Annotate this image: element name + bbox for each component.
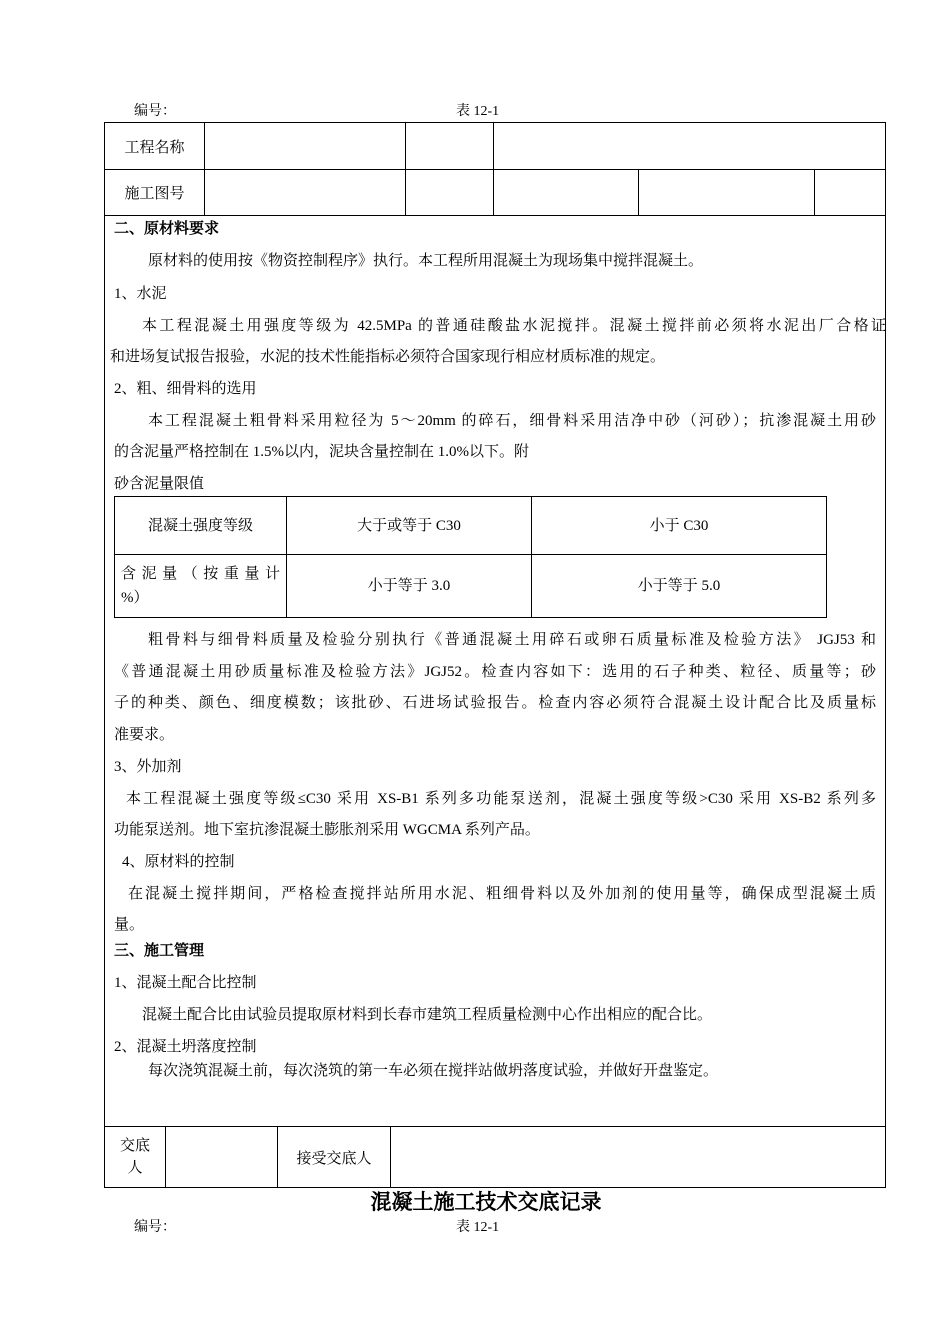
drawing-no-cell-3 xyxy=(494,170,639,216)
mud-table-value-lt-c30: 小于等于 5.0 xyxy=(532,555,827,618)
aggregate-text-2: 的含泥量严格控制在 1.5%以内，泥块含量控制在 1.0%以下。附 xyxy=(114,444,529,460)
project-name-cell-3 xyxy=(494,123,886,170)
quality-text-2: 《普通混凝土用砂质量标准及检验方法》JGJ52。检查内容如下：选用的石子种类、粒径、质量等；砂 xyxy=(114,664,876,680)
project-name-row xyxy=(105,123,886,170)
aggregate-text-1: 本工程混凝土粗骨料采用粒径为 5～20mm 的碎石，细骨料采用洁净中砂（河砂）；抗渗混凝土用砂 xyxy=(148,413,876,429)
drawing-no-cell-4 xyxy=(639,170,815,216)
section-3-heading: 三、施工管理 xyxy=(114,943,205,959)
receiver-label: 接受交底人 xyxy=(278,1127,391,1188)
disclosure-content xyxy=(105,216,886,1127)
drawing-no-value xyxy=(205,170,406,216)
mud-table-caption: 砂含泥量限值 xyxy=(114,476,205,492)
admixture-heading: 3、外加剂 xyxy=(114,759,182,775)
control-heading: 4、原材料的控制 xyxy=(122,854,235,870)
project-name-value xyxy=(205,123,406,170)
quality-text-1: 粗骨料与细骨料质量及检验分别执行《普通混凝土用碎石或卵石质量标准及检验方法》 JGJ53 和 xyxy=(148,632,876,648)
admixture-text-2: 功能泵送剂。地下室抗渗混凝土膨胀剂采用 WGCMA 系列产品。 xyxy=(114,822,540,838)
discloser-label xyxy=(105,1127,166,1188)
admixture-text-1: 本工程混凝土强度等级≤C30 采用 XS-B1 系列多功能泵送剂，混凝土强度等级>C30 采用 XS-B2 系列多 xyxy=(126,791,876,807)
discloser-label-line-2: 人 xyxy=(127,1160,143,1176)
slump-text: 每次浇筑混凝土前，每次浇筑的第一车必须在搅拌站做坍落度试验，并做好开盘鉴定。 xyxy=(148,1063,719,1079)
aggregate-heading: 2、粗、细骨料的选用 xyxy=(114,381,257,397)
discloser-signature xyxy=(166,1127,278,1188)
control-text-1: 在混凝土搅拌期间，严格检查搅拌站所用水泥、粗细骨料以及外加剂的使用量等，确保成型混凝土质 xyxy=(128,886,876,902)
mud-table-header-lt-c30: 小于 C30 xyxy=(532,497,827,555)
mud-table-header-row xyxy=(115,497,827,555)
drawing-no-cell-5 xyxy=(815,170,886,216)
mud-table-header-grade: 混凝土强度等级 xyxy=(115,497,287,555)
section-2-heading: 二、原材料要求 xyxy=(114,221,220,237)
mud-content-table xyxy=(114,496,827,618)
form-number: 表 12-1 xyxy=(456,104,500,119)
drawing-no-cell-2 xyxy=(406,170,494,216)
signature-table xyxy=(104,1126,886,1188)
cement-text-2: 和进场复试报告报验，水泥的技术性能指标必须符合国家现行相应材质标准的规定。 xyxy=(110,349,666,365)
mud-table-value-ge-c30: 小于等于 3.0 xyxy=(287,555,532,618)
project-name-label: 工程名称 xyxy=(105,123,205,170)
mix-ratio-heading: 1、混凝土配合比控制 xyxy=(114,975,257,991)
mud-table-header-ge-c30: 大于或等于 C30 xyxy=(287,497,532,555)
quality-text-3: 子的种类、颜色、细度模数；该批砂、石进场试验报告。检查内容必须符合混凝土设计配合比及质量标 xyxy=(114,695,876,711)
receiver-signature xyxy=(391,1127,886,1188)
project-name-cell-2 xyxy=(406,123,494,170)
mud-row-label-line-1: 含泥量（按重量计 xyxy=(121,566,280,582)
content-row xyxy=(105,216,886,1127)
mud-table-value-row xyxy=(115,555,827,618)
section-2-intro: 原材料的使用按《物资控制程序》执行。本工程所用混凝土为现场集中搅拌混凝土。 xyxy=(148,253,704,269)
mud-row-label-line-2: %） xyxy=(121,590,149,606)
control-text-2: 量。 xyxy=(114,917,145,933)
mud-table-row-label xyxy=(115,555,287,618)
number-label: 编号： xyxy=(134,104,176,119)
drawing-no-label: 施工图号 xyxy=(105,170,205,216)
drawing-no-row xyxy=(105,170,886,216)
cement-heading: 1、水泥 xyxy=(114,286,167,302)
quality-text-4: 准要求。 xyxy=(114,727,175,743)
mix-ratio-text: 混凝土配合比由试验员提取原材料到长春市建筑工程质量检测中心作出相应的配合比。 xyxy=(142,1007,713,1023)
next-page-title: 混凝土施工技术交底记录 xyxy=(370,1190,602,1214)
signature-row xyxy=(105,1127,886,1188)
slump-heading: 2、混凝土坍落度控制 xyxy=(114,1039,257,1055)
disclosure-form-table xyxy=(104,122,886,1127)
cement-text-1: 本工程混凝土用强度等级为 42.5MPa 的普通硅酸盐水泥搅拌。混凝土搅拌前必须将水泥出厂合格证 xyxy=(142,318,886,334)
next-page-number-label: 编号： xyxy=(134,1220,176,1235)
discloser-label-line-1: 交底 xyxy=(119,1138,150,1154)
next-page-form-number: 表 12-1 xyxy=(456,1220,500,1235)
